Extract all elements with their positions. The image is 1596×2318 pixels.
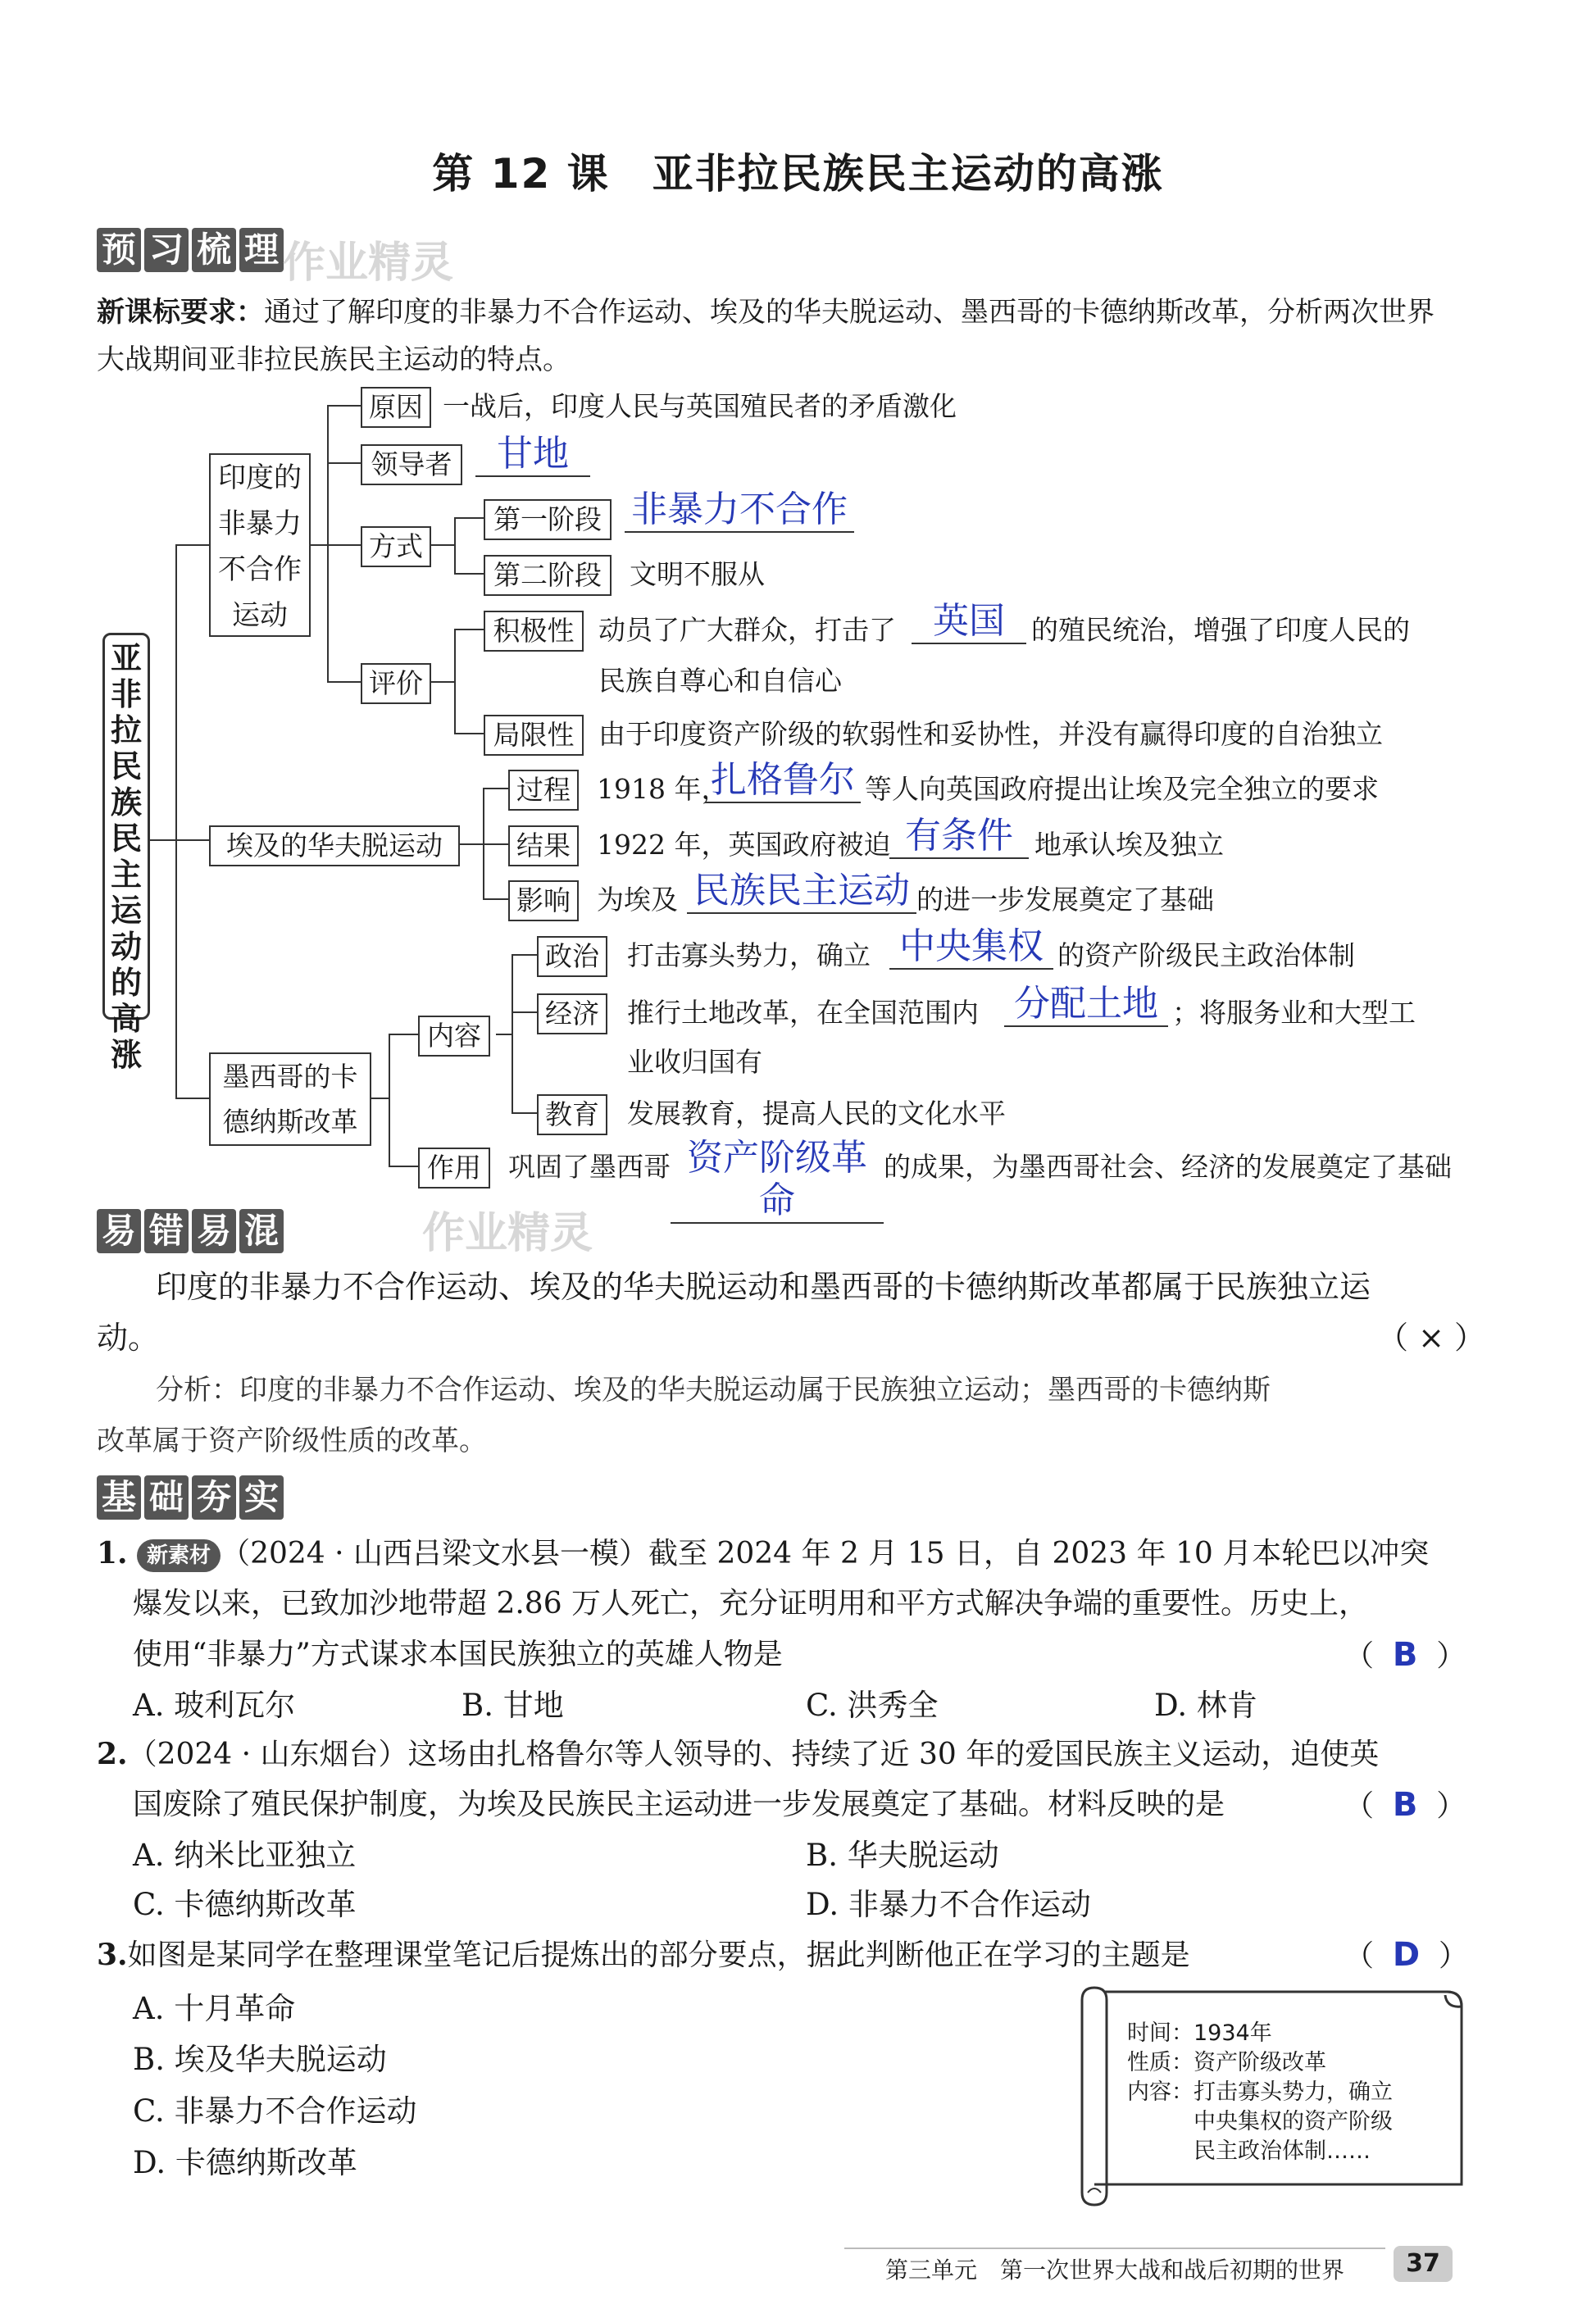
section-char: 习: [144, 228, 189, 272]
india-stage1-label: 第一阶段: [484, 499, 612, 540]
question-number: 3.: [97, 1938, 128, 1972]
mexico-effect-label: 作用: [418, 1148, 490, 1189]
question-3-option-d[interactable]: D. 卡德纳斯改革: [133, 2145, 357, 2180]
mexico-branch: 墨西哥的卡德纳斯改革: [209, 1052, 371, 1146]
india-stage2-label: 第二阶段: [484, 555, 612, 596]
scroll-nature-label: 性质：: [1127, 2050, 1194, 2075]
india-stage1-answer: 非暴力不合作: [625, 489, 854, 533]
section-char: 易: [97, 1209, 141, 1253]
india-positive-text-b: 的殖民统治，增强了印度人民的: [1031, 614, 1410, 646]
question-2-answer-slot: （ B ）: [1344, 1786, 1466, 1824]
mindmap-root: 亚非拉民族民主运动的高涨: [102, 633, 150, 1020]
new-material-badge: 新素材: [137, 1539, 221, 1572]
footer-unit: 第三单元 第一次世界大战和战后初期的世界: [885, 2257, 1345, 2284]
question-1-answer-slot: （ B ）: [1344, 1636, 1466, 1674]
egypt-branch: 埃及的华夫脱运动: [209, 825, 460, 866]
question-1-line-1: [97, 1529, 1490, 1579]
egypt-impact-text-a: 为埃及: [597, 884, 678, 916]
watermark: 作业精灵: [283, 239, 454, 288]
mexico-politics-text-b: 的资产阶级民主政治体制: [1057, 939, 1355, 971]
mexico-politics-text-a: 打击寡头势力，确立: [627, 939, 871, 971]
confusion-statement-2: 动。: [97, 1320, 160, 1356]
question-1-option-b[interactable]: B. 甘地: [462, 1688, 564, 1723]
india-method-label: 方式: [361, 526, 431, 567]
india-eval-label: 评价: [361, 663, 431, 704]
egypt-impact-label: 影响: [508, 880, 579, 921]
section-char: 夯: [192, 1475, 236, 1520]
question-3-line-1: [97, 1930, 1490, 1980]
egypt-result-text-b: 地承认埃及独立: [1034, 829, 1224, 861]
egypt-result-answer: 有条件: [889, 815, 1029, 859]
question-3-option-a[interactable]: A. 十月革命: [133, 1991, 296, 2026]
mexico-effect-text-a: 巩固了墨西哥: [508, 1151, 671, 1183]
section-char: 梳: [192, 228, 236, 272]
egypt-impact-text-b: 的进一步发展奠定了基础: [916, 884, 1214, 916]
question-2-option-a[interactable]: A. 纳米比亚独立: [133, 1838, 357, 1873]
india-positive-label: 积极性: [484, 611, 584, 652]
scroll-nature: 资产阶级改革: [1194, 2050, 1326, 2075]
mexico-economy-text-c: 业收归国有: [627, 1046, 762, 1078]
question-2-line-2: 国废除了殖民保护制度，为埃及民族民主运动进一步发展奠定了基础。材料反映的是: [133, 1788, 1225, 1821]
question-text: （2024 · 山西吕梁文水县一模）截至 2024 年 2 月 15 日，自 2023 年 10 月本轮巴以冲突: [221, 1537, 1430, 1570]
requirement-text: 通过了解印度的非暴力不合作运动、埃及的华夫脱运动、墨西哥的卡德纳斯改革，分析两次世界: [264, 296, 1435, 329]
mexico-economy-label: 经济: [537, 993, 607, 1034]
question-1-answer: B: [1392, 1636, 1418, 1674]
egypt-process-answer: 扎格鲁尔: [705, 759, 861, 803]
requirement-label: 新课标要求：: [97, 296, 264, 329]
question-3-option-c[interactable]: C. 非暴力不合作运动: [133, 2093, 417, 2129]
section-char: 易: [192, 1209, 236, 1253]
confusion-mark: （ × ）: [1377, 1320, 1485, 1356]
section-char: 理: [239, 228, 284, 272]
mexico-education-label: 教育: [537, 1094, 607, 1135]
mexico-education-text: 发展教育，提高人民的文化水平: [627, 1098, 1006, 1129]
section-char: 预: [97, 228, 141, 272]
mexico-politics-answer: 中央集权: [889, 925, 1053, 970]
question-text: 如图是某同学在整理课堂笔记后提炼出的部分要点，据此判断他正在学习的主题是: [127, 1938, 1190, 1972]
india-branch: 印度的非暴力不合作运动: [209, 453, 311, 637]
question-number: 1.: [97, 1536, 128, 1570]
section-char: 础: [144, 1475, 189, 1520]
scroll-content-label: 内容：: [1127, 2079, 1194, 2105]
section-char: 基: [97, 1475, 141, 1520]
mexico-politics-label: 政治: [537, 936, 607, 977]
page-number: 37: [1394, 2246, 1453, 2282]
section-char: 实: [239, 1475, 284, 1520]
india-reason-label: 原因: [361, 387, 431, 428]
question-1-option-d[interactable]: D. 林肯: [1154, 1688, 1257, 1723]
india-stage2-text: 文明不服从: [630, 558, 765, 590]
question-number: 2.: [97, 1737, 128, 1771]
scroll-content: [1127, 2019, 1393, 2166]
question-1-option-a[interactable]: A. 玻利瓦尔: [133, 1688, 296, 1723]
india-positive-text-a: 动员了广大群众，打击了: [598, 614, 896, 646]
section-char: 错: [144, 1209, 189, 1253]
confusion-analysis-1: 分析：印度的非暴力不合作运动、埃及的华夫脱运动属于民族独立运动；墨西哥的卡德纳斯: [156, 1374, 1271, 1407]
confusion-analysis-2: 改革属于资产阶级性质的改革。: [97, 1425, 487, 1457]
requirement-line-2: 大战期间亚非拉民族民主运动的特点。: [97, 343, 571, 376]
question-3-option-b[interactable]: B. 埃及华夫脱运动: [133, 2042, 387, 2077]
mexico-economy-text-a: 推行土地改革，在全国范围内: [627, 997, 979, 1029]
india-positive-text-c: 民族自尊心和自信心: [598, 665, 842, 697]
mexico-effect-text-b: 的成果，为墨西哥社会、经济的发展奠定了基础: [884, 1151, 1452, 1183]
scroll-content-2: 中央集权的资产阶级: [1194, 2109, 1393, 2134]
page-title: 第 12 课 亚非拉民族民主运动的高涨: [432, 150, 1164, 198]
question-2-option-d[interactable]: D. 非暴力不合作运动: [806, 1887, 1091, 1922]
mexico-economy-answer: 分配土地: [1004, 983, 1168, 1027]
question-2-option-b[interactable]: B. 华夫脱运动: [806, 1838, 999, 1873]
question-text: （2024 · 山东烟台）这场由扎格鲁尔等人领导的、持续了近 30 年的爱国民族主义运动，迫使英: [127, 1738, 1380, 1771]
india-reason-text: 一战后，印度人民与英国殖民者的矛盾激化: [443, 390, 957, 422]
section-header-basics: [97, 1475, 284, 1520]
scroll-content-3: 民主政治体制……: [1194, 2138, 1371, 2164]
watermark: 作业精灵: [422, 1209, 593, 1258]
india-leader-label: 领导者: [361, 444, 462, 485]
egypt-result-label: 结果: [508, 825, 579, 866]
question-3-answer-slot: （ D ）: [1344, 1936, 1468, 1974]
egypt-impact-answer: 民族民主运动: [687, 870, 916, 914]
india-limitation-text: 由于印度资产阶级的软弱性和妥协性，并没有赢得印度的自治独立: [598, 718, 1383, 750]
question-3-answer: D: [1392, 1936, 1421, 1974]
question-1-option-c[interactable]: C. 洪秀全: [806, 1688, 939, 1723]
question-2-option-c[interactable]: C. 卡德纳斯改革: [133, 1887, 357, 1922]
section-header-confusion: [97, 1209, 284, 1253]
scroll-content-1: 打击寡头势力，确立: [1194, 2079, 1393, 2105]
mexico-content-label: 内容: [418, 1016, 490, 1057]
egypt-result-text-a: 1922 年，英国政府被迫: [597, 829, 891, 861]
egypt-process-text-a: 1918 年，: [597, 773, 729, 805]
india-limitation-label: 局限性: [484, 715, 584, 756]
question-2-line-1: [97, 1729, 1490, 1779]
egypt-process-label: 过程: [508, 770, 579, 811]
confusion-statement-1: 印度的非暴力不合作运动、埃及的华夫脱运动和墨西哥的卡德纳斯改革都属于民族独立运: [156, 1269, 1371, 1305]
footer-rule: [844, 2248, 1385, 2249]
question-1-line-3: 使用“非暴力”方式谋求本国民族独立的英雄人物是: [133, 1638, 783, 1671]
egypt-process-text-b: 等人向英国政府提出让埃及完全独立的要求: [865, 773, 1379, 805]
india-positive-answer: 英国: [912, 600, 1026, 644]
india-leader-answer: 甘地: [475, 433, 590, 477]
question-1-line-2: 爆发以来，已致加沙地带超 2.86 万人死亡，充分证明用和平方式解决争端的重要性。历史上，: [133, 1587, 1369, 1620]
scroll-time-label: 时间：: [1127, 2020, 1194, 2046]
scroll-time: 1934年: [1194, 2020, 1272, 2046]
mexico-economy-text-b: ；将服务业和大型工: [1172, 997, 1416, 1029]
mexico-effect-answer: 资产阶级革命: [671, 1137, 884, 1224]
section-char: 混: [239, 1209, 284, 1253]
question-2-answer: B: [1392, 1786, 1418, 1824]
